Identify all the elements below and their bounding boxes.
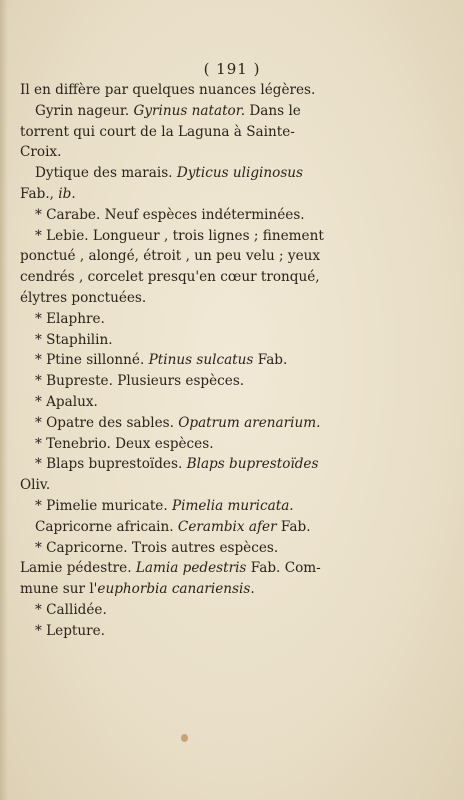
text-run: élytres ponctuées. — [20, 289, 147, 306]
text-line — [20, 205, 336, 226]
text-run: mune sur l' — [20, 581, 98, 598]
text-run: Croix. — [20, 144, 62, 161]
italic-taxon-name: Blaps buprestoïdes — [186, 456, 319, 473]
text-run: Fab. — [276, 518, 311, 535]
text-line — [20, 600, 336, 621]
text-line — [20, 579, 336, 600]
text-run: Fab. Com- — [246, 560, 321, 577]
paper-stain — [181, 734, 188, 742]
text-run: Capricorne africain. — [35, 518, 178, 535]
text-run: * Carabe. Neuf espèces indéterminées. — [35, 206, 305, 223]
italic-taxon-name: Pimelia muricata. — [171, 497, 294, 514]
text-run: Dytique des marais. — [35, 165, 177, 182]
text-line — [20, 434, 336, 455]
text-run: * Bupreste. Plusieurs espèces. — [35, 373, 245, 390]
text-run: cendrés , corcelet presqu'en cœur tronqué, — [20, 269, 320, 286]
text-line — [20, 621, 336, 642]
text-run: Fab., — [20, 185, 59, 202]
text-run: * Capricorne. Trois autres espèces. — [35, 539, 279, 556]
italic-taxon-name: ib. — [58, 185, 76, 202]
text-run: * Opatre des sables. — [35, 414, 179, 431]
text-run: Il en diffère par quelques nuances légères. — [20, 82, 316, 98]
text-line — [20, 558, 336, 579]
italic-taxon-name: Dyticus uliginosus — [176, 165, 304, 182]
text-line — [20, 267, 336, 288]
page-gutter-shadow — [0, 0, 8, 800]
text-run: * Lepture. — [35, 622, 105, 639]
text-run: * Apalux. — [35, 393, 98, 410]
italic-taxon-name: Cerambix afer — [177, 518, 277, 535]
text-line — [20, 226, 336, 247]
text-run: * Lebie. Longueur , trois lignes ; finement — [35, 227, 324, 244]
text-run: Gyrin nageur. — [35, 102, 134, 119]
text-line — [20, 142, 336, 163]
text-run: torrent qui court de la Laguna à Sainte- — [20, 123, 295, 140]
text-line — [20, 288, 336, 309]
text-line — [20, 517, 336, 538]
text-run: * Ptine sillonné. — [35, 352, 149, 369]
text-line — [20, 80, 336, 101]
text-line — [20, 330, 336, 351]
italic-taxon-name: Opatrum arenarium. — [178, 414, 321, 431]
page-body-text — [20, 80, 336, 642]
text-line — [20, 413, 336, 434]
text-line — [20, 163, 336, 184]
italic-taxon-name: Ptinus sulcatus — [148, 352, 254, 369]
text-run: Fab. — [253, 352, 288, 369]
text-run: * Callidée. — [35, 601, 107, 618]
italic-taxon-name: Gyrinus natator. — [133, 102, 246, 119]
text-run: Dans le — [245, 102, 301, 119]
text-line — [20, 496, 336, 517]
text-run: * Tenebrio. Deux espèces. — [35, 435, 214, 452]
text-run: * Staphilin. — [35, 331, 113, 348]
text-line — [20, 309, 336, 330]
text-run: * Pimelie muricate. — [35, 497, 172, 514]
text-line — [20, 475, 336, 496]
text-line — [20, 246, 336, 267]
text-line — [20, 350, 336, 371]
text-run: * Elaphre. — [35, 310, 105, 327]
text-line — [20, 101, 336, 122]
text-line — [20, 392, 336, 413]
text-line — [20, 538, 336, 559]
text-run: * Blaps buprestoïdes. — [35, 456, 187, 473]
text-run: Oliv. — [20, 477, 51, 494]
text-line — [20, 122, 336, 143]
text-line — [20, 371, 336, 392]
text-line — [20, 184, 336, 205]
page-number: ( 191 ) — [203, 60, 261, 78]
text-run: Lamie pédestre. — [20, 560, 136, 577]
italic-taxon-name: Lamia pedestris — [135, 560, 247, 577]
italic-taxon-name: euphorbia canariensis. — [97, 581, 255, 598]
text-line — [20, 454, 336, 475]
text-run: ponctué , alongé, étroit , un peu velu ; yeux — [20, 248, 321, 265]
